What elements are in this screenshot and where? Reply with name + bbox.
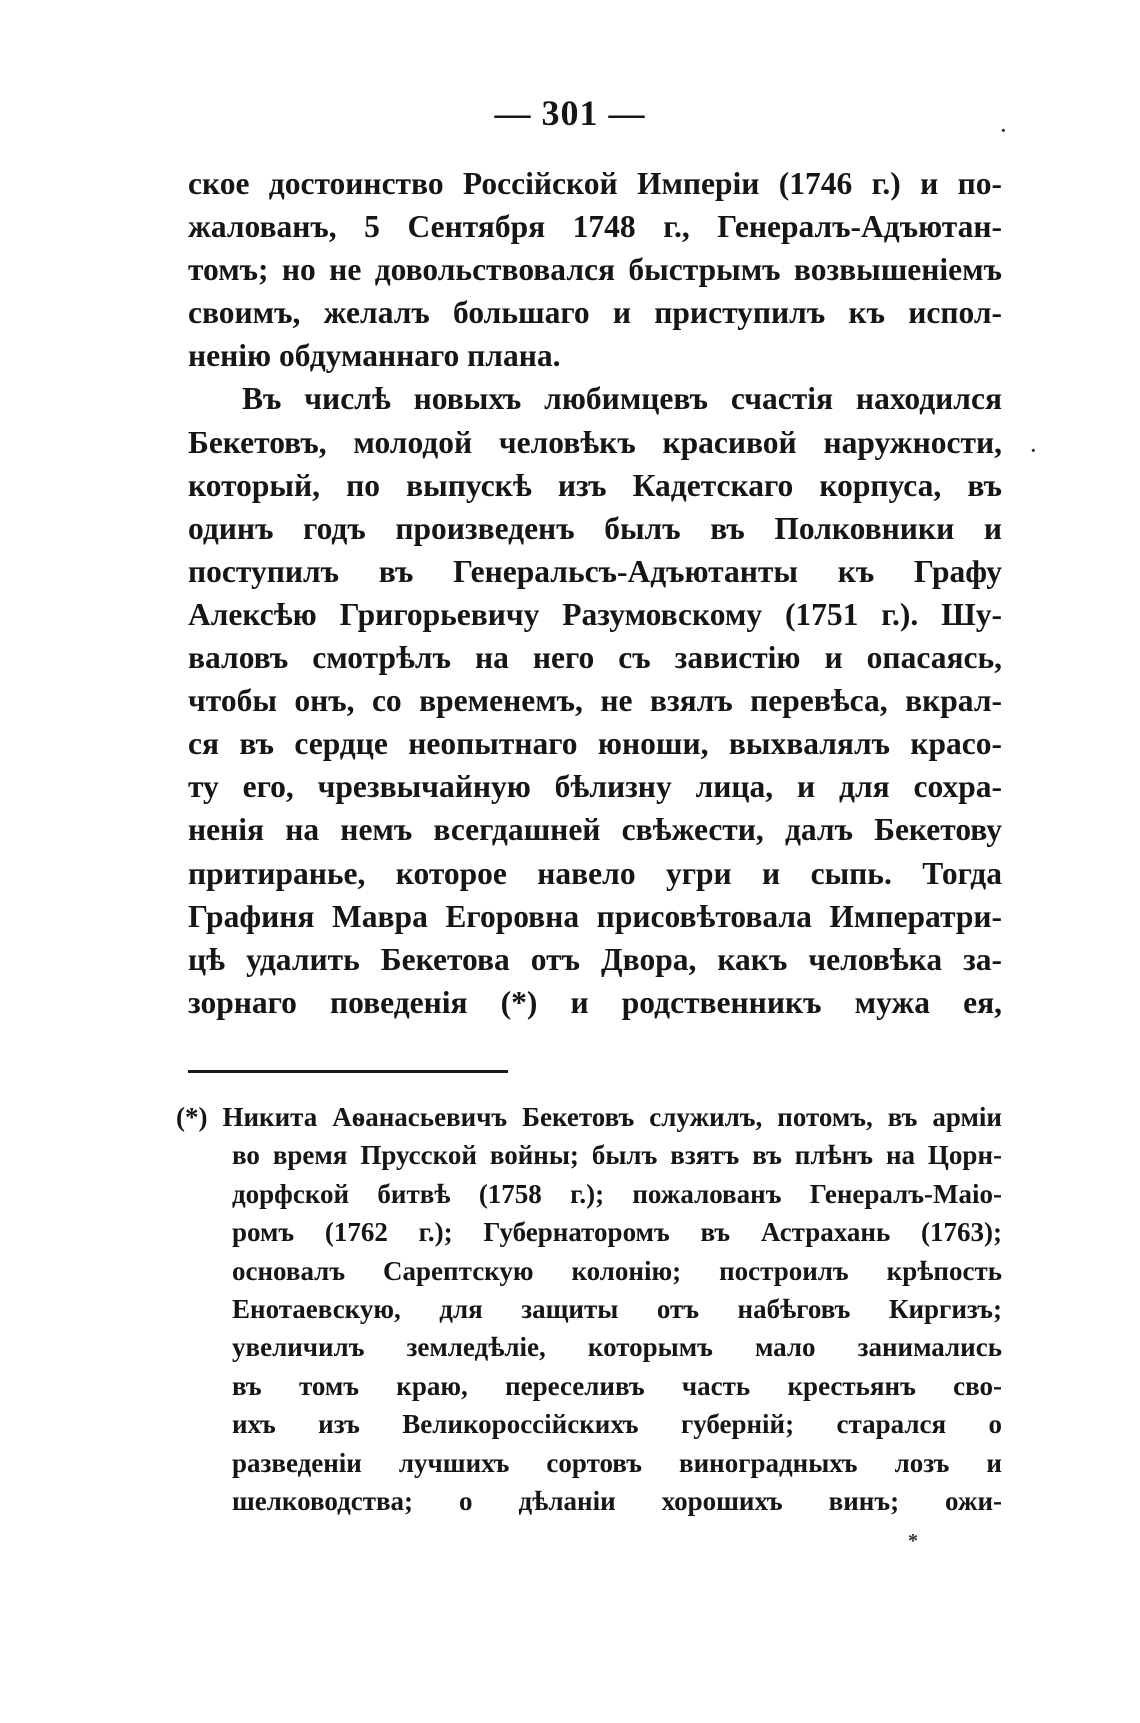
footnote-line: (*) Никита Аѳанасьевичъ Бекетовъ служилъ, потомъ, въ арміи <box>176 1102 1002 1132</box>
footnote-line: разведеніи лучшихъ сортовъ виноградныхъ лозъ и <box>232 1447 1002 1478</box>
footnote-line: увеличилъ земледѣліе, которымъ мало занимались <box>232 1332 1002 1363</box>
text-line: который, по выпускѣ изъ Кадетскаго корпуса, въ <box>188 467 1002 503</box>
print-speck: * <box>908 1530 918 1552</box>
print-speck: · <box>1000 120 1007 142</box>
text-line: зорнаго поведенія (*) и родственникъ мужа ея, <box>188 984 1002 1020</box>
text-line: цѣ удалить Бекетова отъ Двора, какъ человѣка за- <box>188 941 1002 977</box>
footnote-line: основалъ Сарептскую колонію; построилъ крѣпость <box>232 1255 1002 1286</box>
text-line: ненію обдуманнаго плана. <box>188 338 561 374</box>
text-line: чтобы онъ, со временемъ, не взялъ перевѣса, вкрал- <box>188 683 1002 719</box>
text-line: Бекетовъ, молодой человѣкъ красивой наружности, <box>188 424 1002 460</box>
footnote-line: ихъ изъ Великороссійскихъ губерній; старался о <box>232 1409 1002 1440</box>
footnote-line: въ томъ краю, переселивъ часть крестьянъ сво- <box>232 1370 1002 1401</box>
text-line: Графиня Мавра Егоровна присовѣтовала Императри- <box>188 898 1002 934</box>
footnote-line: ромъ (1762 г.); Губернаторомъ въ Астрахань (1763); <box>232 1217 1002 1248</box>
text-line: Алексѣю Григорьевичу Разумовскому (1751 г.). Шу- <box>188 596 1002 632</box>
main-text-block <box>188 162 1002 1024</box>
text-line: ское достоинство Россійской Имперіи (1746 г.) и по- <box>188 166 1002 201</box>
text-line: ся въ сердце неопытнаго юноши, выхвалялъ красо- <box>188 726 1002 762</box>
page-number: — 301 — <box>494 93 646 133</box>
text-line: одинъ годъ произведенъ былъ въ Полковники и <box>188 510 1002 546</box>
text-line: своимъ, желалъ большаго и приступилъ къ испол- <box>188 295 1002 331</box>
text-line: ненія на немъ всегдашней свѣжести, далъ Бекетову <box>188 812 1002 848</box>
footnote-line: во время Прусской войны; былъ взятъ въ плѣнъ на Цорн- <box>232 1140 1002 1171</box>
footnote-line: Енотаевскую, для защиты отъ набѣговъ Киргизъ; <box>232 1293 1002 1324</box>
footnote-block <box>176 1098 1002 1520</box>
text-line: притиранье, которое навело угри и сыпь. Тогда <box>188 855 1002 891</box>
text-line: томъ; но не довольствовался быстрымъ возвышеніемъ <box>188 252 1002 288</box>
footnote-line: шелководства; о дѣланіи хорошихъ винъ; ожи- <box>232 1485 1002 1516</box>
text-line: валовъ смотрѣлъ на него съ завистію и опасаясь, <box>188 640 1002 676</box>
print-speck: · <box>1030 440 1037 462</box>
text-line: жалованъ, 5 Сентября 1748 г., Генералъ-Адъютан- <box>188 209 1002 245</box>
text-line: ту его, чрезвычайную бѣлизну лица, и для сохра- <box>188 769 1002 805</box>
footnote-line: дорфской битвѣ (1758 г.); пожалованъ Генералъ-Маіо- <box>232 1178 1002 1209</box>
paragraph-start-line: Въ числѣ новыхъ любимцевъ счастія находился <box>242 381 1002 417</box>
text-line: поступилъ въ Генеральсъ-Адъютанты къ Графу <box>188 553 1002 589</box>
footnote-divider <box>188 1070 508 1073</box>
